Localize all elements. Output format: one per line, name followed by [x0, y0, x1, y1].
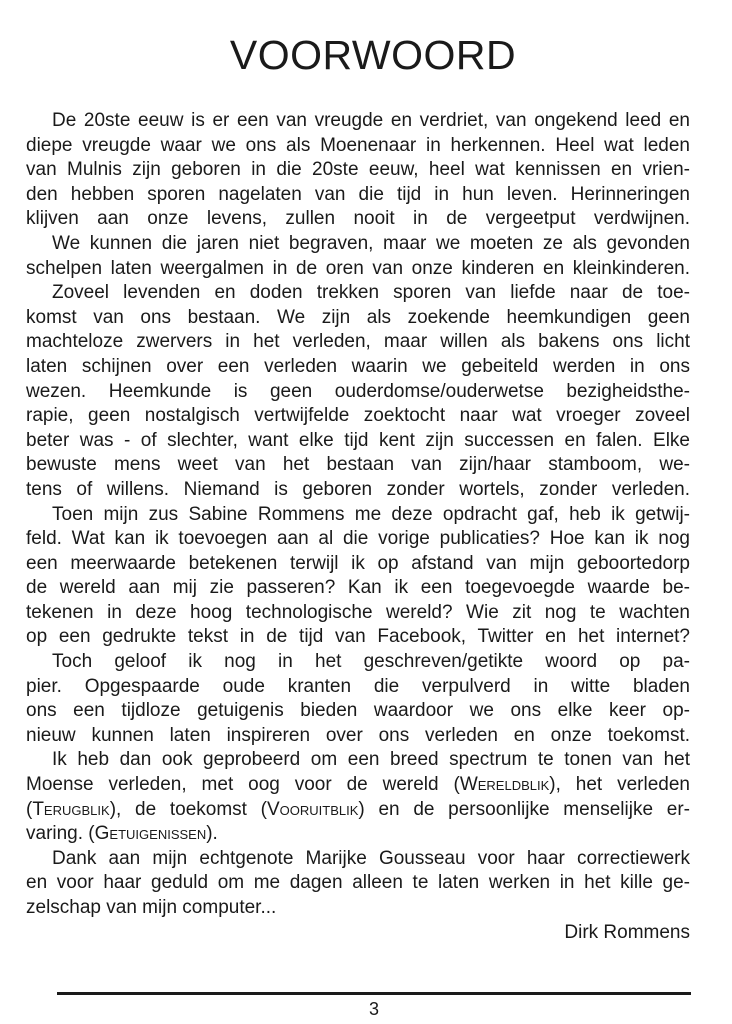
text-line: zelschap van mijn computer... — [26, 897, 277, 918]
text-line: Ik heb dan ook geprobeerd om een breed spectrum te tonen van het — [52, 749, 690, 771]
text-line: rapie, geen nostalgisch vertwijfelde zoektocht naar wat vroeger zoveel — [26, 405, 690, 427]
text-line: De 20ste eeuw is er een van vreugde en verdriet, van ongekend leed en — [52, 110, 690, 131]
text-line: Zoveel levenden en doden trekken sporen van liefde naar de toe- — [52, 282, 690, 304]
text-line: Dank aan mijn echtgenote Marijke Gousseau voor haar correctiewerk — [52, 847, 690, 869]
text-line: Toen mijn zus Sabine Rommens me deze opdracht gaf, heb ik getwij- — [52, 503, 690, 525]
text-line: komst van ons bestaan. We zijn als zoekende heemkundigen geen — [26, 306, 690, 328]
text-line: schelpen laten weergalmen in de oren van onze kinderen en kleinkinderen. — [26, 257, 690, 279]
text-line: ons een tijdloze getuigenis bieden waardoor we ons elke keer op- — [26, 700, 690, 722]
text-line: nieuw kunnen laten inspireren over ons verleden en onze toekomst. — [26, 724, 690, 746]
text-line: machteloze zwervers in het verleden, maar willen als bakens ons licht — [26, 331, 690, 353]
text-line: laten schijnen over een verleden waarin we gebeiteld werden in ons — [26, 355, 690, 377]
text-run: ) en de persoonlijke menselijke er- — [358, 798, 690, 820]
smallcaps-term-vooruitblik: Vooruitblik — [267, 798, 359, 820]
text-line — [26, 773, 690, 798]
footer-rule — [57, 992, 691, 995]
text-line: beter was - of slechter, want elke tijd kent zijn successen en falen. Elke — [26, 429, 690, 451]
page-title: VOORWOORD — [229, 32, 517, 78]
smallcaps-term-terugblik: Terugblik — [32, 798, 110, 820]
text-line — [26, 798, 690, 823]
text-line: den hebben sporen nagelaten van die tijd in hun leven. Herinneringen — [26, 183, 690, 205]
signature: Dirk Rommens — [564, 921, 690, 943]
text-line: een meerwaarde betekenen terwijl ik op afstand van mijn geboortedorp — [26, 552, 690, 574]
text-run: ), de toekomst ( — [109, 798, 267, 820]
text-line: bewuste mens weet van het bestaan van zijn/haar stamboom, we- — [26, 454, 690, 476]
text-line: pier. Opgespaarde oude kranten die verpulverd in witte bladen — [26, 675, 690, 697]
text-line: van Mulnis zijn geboren in die 20ste eeuw, heel wat kennissen en vrien- — [26, 159, 690, 181]
text-run: Moense verleden, met oog voor de wereld ( — [26, 774, 460, 796]
text-line: de wereld aan mij zie passeren? Kan ik een toegevoegde waarde be- — [26, 577, 690, 599]
text-line: diepe vreugde waar we ons als Moenenaar in herkennen. Heel wat leden — [26, 134, 690, 156]
foreword-body — [26, 109, 690, 945]
text-line — [26, 822, 690, 847]
text-run: varing. ( — [26, 823, 95, 845]
page-number: 3 — [368, 999, 379, 1019]
text-run: ), het verleden — [549, 774, 690, 796]
text-line: Toch geloof ik nog in het geschreven/getikte woord op pa- — [52, 651, 690, 673]
text-line: klijven aan onze levens, zullen nooit in de vergeetput verdwijnen. — [26, 208, 690, 230]
text-run: ). — [206, 823, 218, 845]
text-line: tens of willens. Niemand is geboren zonder wortels, zonder verleden. — [26, 478, 690, 500]
text-line: en voor haar geduld om me dagen alleen te laten werken in het kille ge- — [26, 872, 690, 894]
text-line: tekenen in deze hoog technologische wereld? Wie zit nog te wachten — [26, 601, 690, 623]
smallcaps-term-getuigenissen: Getuigenissen — [94, 823, 207, 845]
smallcaps-term-wereldblik: Wereldblik — [459, 774, 550, 796]
text-run: ( — [26, 798, 33, 820]
text-line: wezen. Heemkunde is geen ouderdomse/ouderwetse bezigheidsthe- — [26, 380, 690, 402]
text-line: feld. Wat kan ik toevoegen aan al die vorige publicaties? Hoe kan ik nog — [26, 528, 690, 550]
text-line: We kunnen die jaren niet begraven, maar we moeten ze als gevonden — [52, 232, 690, 254]
text-line: op een gedrukte tekst in de tijd van Facebook, Twitter en het internet? — [26, 626, 690, 648]
